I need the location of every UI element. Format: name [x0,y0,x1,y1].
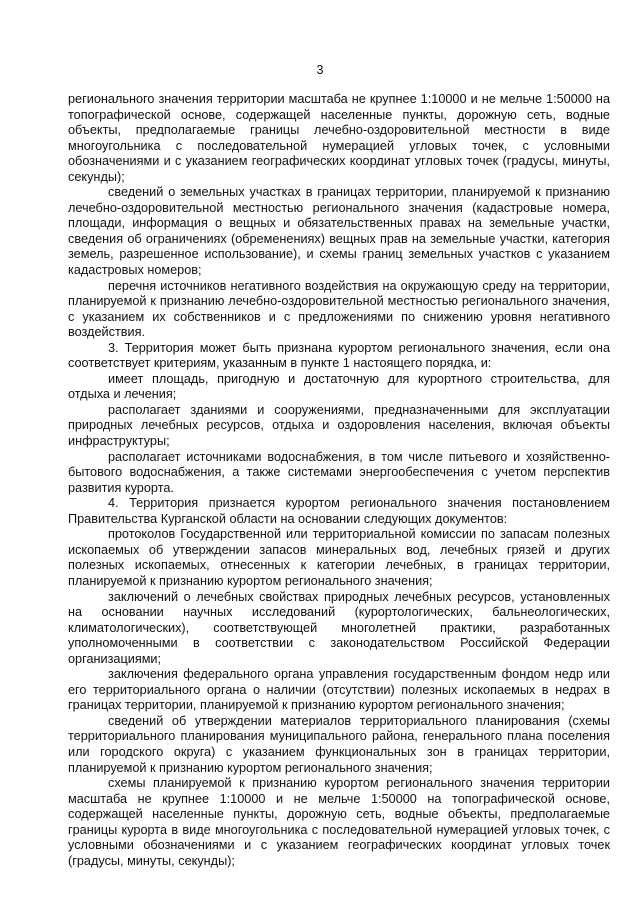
paragraph-conclusions-healing-properties: заключений о лечебных свойствах природных лечебных ресурсов, установленных на основании научных исследований (курортологических, бальнеологических, климатологических), соответствующей многолетней практики, разработанных уполномоченными в соответствии с законодательством Российской Федерации организациями; [68,589,610,666]
paragraph-territorial-planning: сведений об утверждении материалов территориального планирования (схемы территориального планирования муниципального района, генерального плана поселения или городского округа) с указанием функциональных зон в границах территории, планируемой к признанию курортом регионального значения; [68,713,610,775]
paragraph-resort-scheme: схемы планируемой к признанию курортом регионального значения территории масштаба не крупнее 1:10000 и не мельче 1:50000 на топографической основе, содержащей населенные пункты, дорожную сеть, водные объекты, предполагаемые границы курорта в виде многоугольника с последовательной нумерацией угловых точек, с условными обозначениями и с указанием географических координат угловых точек (градусы, минуты, секунды); [68,776,610,868]
paragraph-buildings: располагает зданиями и сооружениями, предназначенными для эксплуатации природных лечебных ресурсов, отдыха и оздоровления населения, включая объекты инфраструктуры; [68,402,610,449]
document-body [68,92,610,869]
paragraph-conclusion-subsoil: заключения федерального органа управления государственным фондом недр или его территориального органа о наличии (отсутствии) полезных ископаемых в недрах в границах территории, планируемой к признанию курортом регионального значения; [68,667,610,713]
paragraph-area: имеет площадь, пригодную и достаточную для курортного строительства, для отдыха и лечения; [68,371,610,402]
page-number: 3 [316,63,324,77]
paragraph-negative-impact-sources: перечня источников негативного воздействия на окружающую среду на территории, планируемой к признанию лечебно-оздоровительной местностью регионального значения, с указанием их собственников и с предложениями по снижению уровня негативного воздействия. [68,278,610,340]
paragraph-water-supply: располагает источниками водоснабжения, в том числе питьевого и хозяйственно-бытового водоснабжения, а также системами энергообеспечения с учетом перспектив развития курорта. [68,449,610,495]
paragraph-continuation: регионального значения территории масштаба не крупнее 1:10000 и не мельче 1:50000 на топографической основе, содержащей населенные пункты, дорожную сеть, водные объекты, предполагаемые границы лечебно-оздоровительной местности в виде многоугольника с последовательной нумерацией угловых точек, с условными обозначениями и с указанием географических координат угловых точек (градусы, минуты, секунды); [68,92,610,184]
paragraph-item-4: 4. Территория признается курортом регионального значения постановлением Правительства Курганской области на основании следующих документов: [68,496,610,526]
paragraph-land-plots: сведений о земельных участках в границах территории, планируемой к признанию лечебно-оздоровительной местностью регионального значения (кадастровые номера, площади, информация о вещных и обязательственных правах на земельные участки, сведения об ограничениях (обременениях) вещных прав на земельные участки, категория земель, разрешенное использование), и схемы границ земельных участков с указанием кадастровых номеров; [68,185,610,278]
paragraph-item-3: 3. Территория может быть признана курортом регионального значения, если она соответствует критериям, указанным в пункте 1 настоящего порядка, и: [68,340,610,371]
paragraph-protocols: протоколов Государственной или территориальной комиссии по запасам полезных ископаемых об утверждении запасов минеральных вод, лечебных грязей и других полезных ископаемых, отнесенных к категории лечебных, в границах территории, планируемой к признанию курортом регионального значения; [68,527,610,588]
